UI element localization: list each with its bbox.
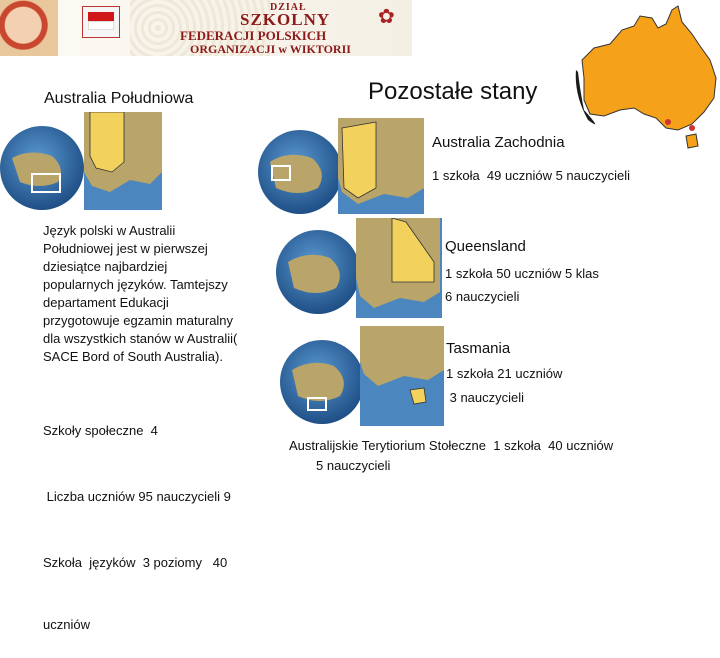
- south-australia-description: [43, 222, 237, 366]
- paragraph-line: popularnych języków. Tamtejszy: [43, 277, 228, 292]
- other-states-heading: Pozostałe stany: [368, 78, 538, 105]
- paragraph-line: SACE Bord of South Australia).: [43, 349, 223, 364]
- dancer-logo-icon: ✿: [378, 6, 395, 28]
- paragraph-line: dziesiątce najbardziej: [43, 259, 168, 274]
- stats-line: Szkoła języków 3 poziomy 40: [43, 555, 228, 570]
- tasmania-map-thumbnail: [278, 326, 446, 426]
- act-stats-line-2: 5 nauczycieli: [316, 458, 391, 473]
- australia-map-icon: [574, 0, 720, 152]
- banner-line-4: ORGANIZACJI w WIKTORII: [190, 42, 351, 56]
- banner-line-1: DZIAŁ: [270, 2, 307, 13]
- south-australia-map-thumbnail: [0, 112, 165, 210]
- banner-line-2: SZKOLNY: [240, 10, 331, 29]
- queensland-stats-line-1: 1 szkoła 50 uczniów 5 klas: [445, 266, 599, 281]
- stats-line: uczniów: [43, 617, 90, 632]
- tasmania-stats-line-1: 1 szkoła 21 uczniów: [446, 366, 563, 381]
- paragraph-line: departament Edukacji: [43, 295, 169, 310]
- paragraph-line: Język polski w Australii: [43, 223, 176, 238]
- queensland-map-thumbnail: [274, 218, 444, 318]
- queensland-name: Queensland: [445, 238, 526, 255]
- western-australia-stats: 1 szkoła 49 uczniów 5 nauczycieli: [432, 168, 630, 183]
- south-australia-stats: [43, 376, 231, 658]
- stats-line: Szkoły społeczne 4: [43, 423, 158, 438]
- polish-flag-icon: [82, 6, 120, 38]
- stats-line: Liczba uczniów 95 nauczycieli 9: [43, 489, 231, 504]
- western-australia-name: Australia Zachodnia: [432, 134, 565, 151]
- banner-photo: [0, 0, 58, 56]
- header-banner: [0, 0, 412, 56]
- paragraph-line: przygotowuje egzamin maturalny: [43, 313, 234, 328]
- paragraph-line: dla wszystkich stanów w Australii(: [43, 331, 238, 346]
- tasmania-stats-line-2: 3 nauczycieli: [446, 390, 525, 405]
- act-stats-line-1: Australijskie Terytiorium Stołeczne 1 szkoła 40 uczniów: [289, 438, 614, 453]
- banner-line-3: FEDERACJI POLSKICH: [180, 28, 327, 43]
- south-australia-heading: Australia Południowa: [44, 90, 194, 107]
- western-australia-map-thumbnail: [258, 118, 426, 214]
- paragraph-line: Południowej jest w pierwszej: [43, 241, 208, 256]
- queensland-stats-line-2: 6 nauczycieli: [445, 289, 520, 304]
- tasmania-name: Tasmania: [446, 340, 511, 357]
